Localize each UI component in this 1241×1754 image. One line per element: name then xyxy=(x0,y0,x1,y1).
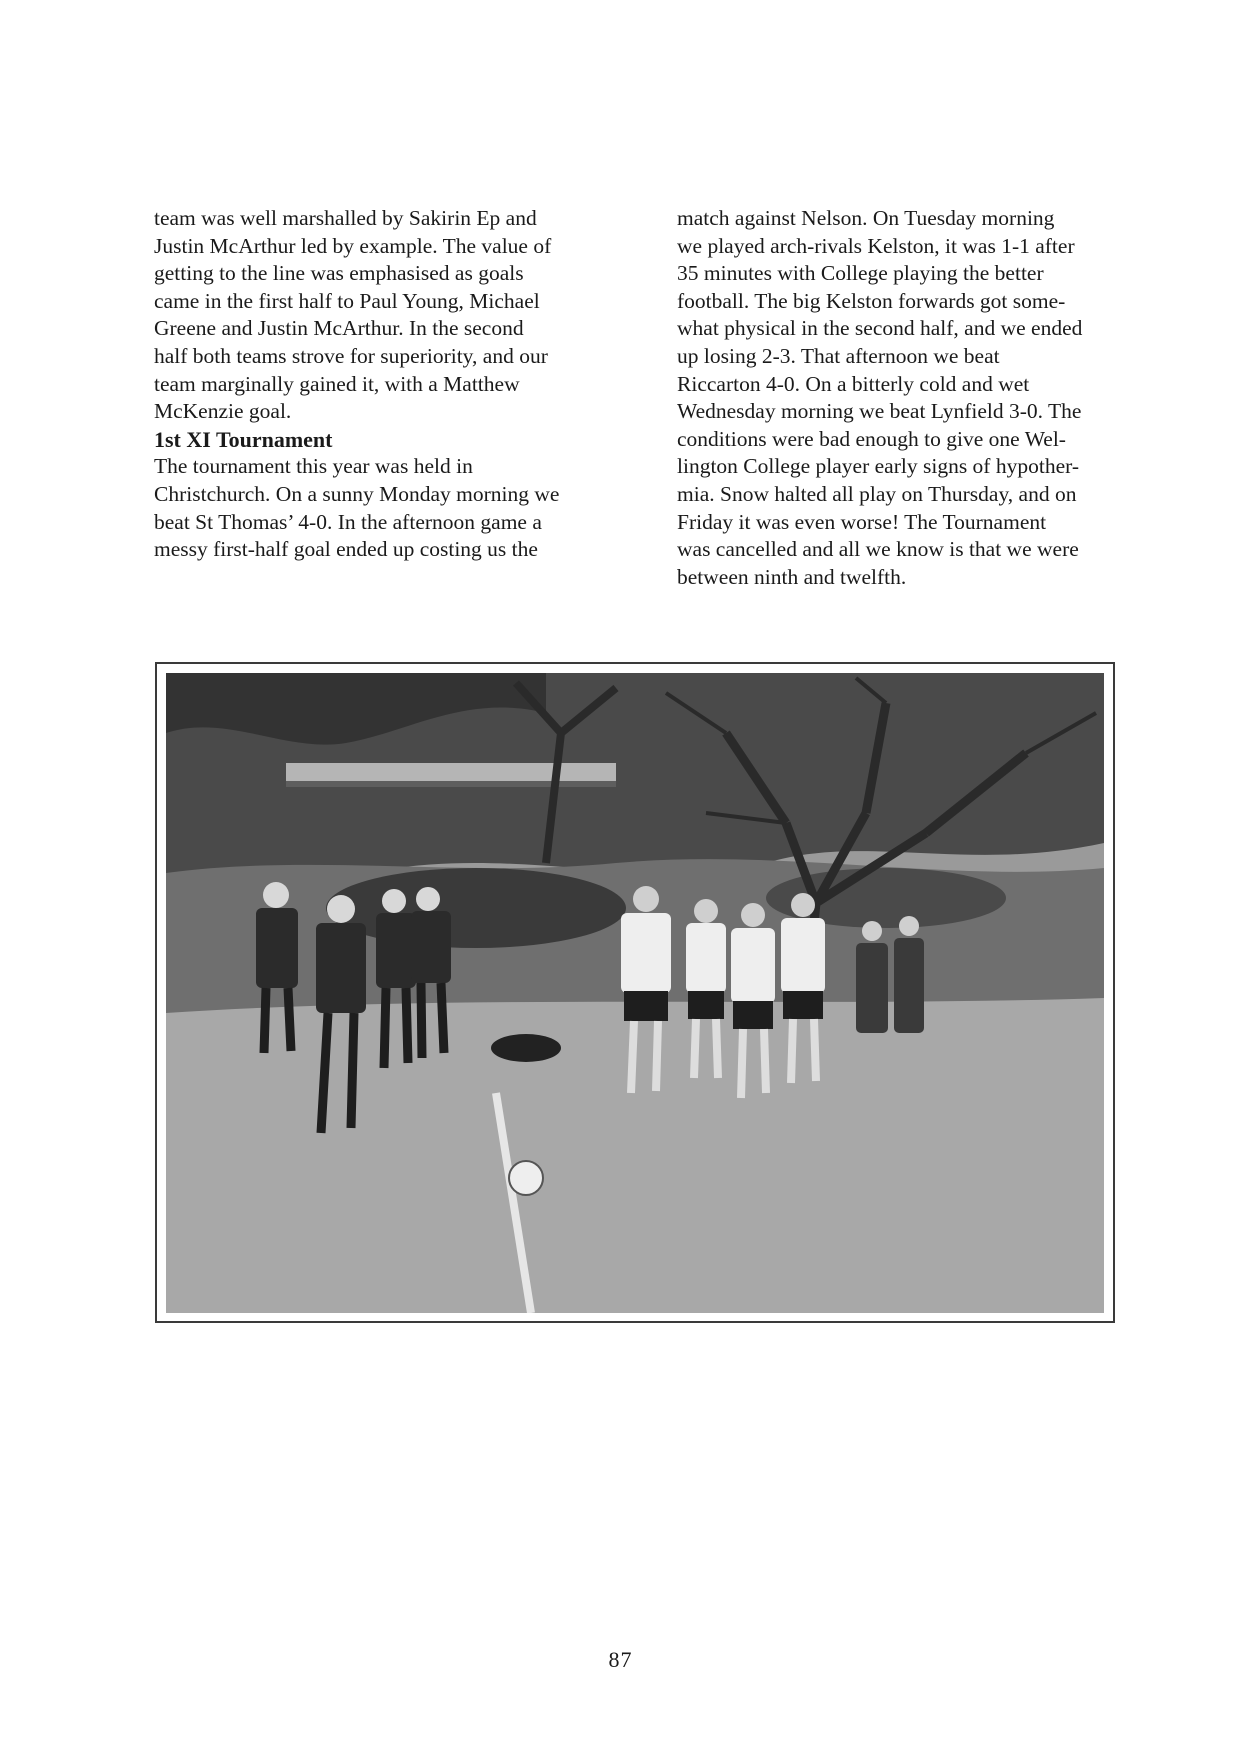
paragraph-line: we played arch-rivals Kelston, it was 1-1 after xyxy=(677,233,1075,258)
paragraph-1-line: half both teams strove for superiority, and our xyxy=(154,343,548,368)
left-text-column xyxy=(154,205,594,564)
paragraph-2-line: beat St Thomas’ 4-0. In the afternoon game a xyxy=(154,509,542,534)
paragraph-line: between ninth and twelfth. xyxy=(677,564,907,589)
paragraph-line: match against Nelson. On Tuesday morning xyxy=(677,206,1055,230)
paragraph-1-line: Justin McArthur led by example. The value of xyxy=(154,233,552,258)
paragraph-1-line: team was well marshalled by Sakirin Ep and xyxy=(154,206,537,230)
soccer-team-photo xyxy=(166,673,1104,1313)
right-text-column xyxy=(677,205,1117,591)
paragraph-line: mia. Snow halted all play on Thursday, and on xyxy=(677,481,1077,506)
paragraph-line: Wednesday morning we beat Lynfield 3-0. The xyxy=(677,399,1082,424)
paragraph-line: was cancelled and all we know is that we were xyxy=(677,537,1079,562)
photo-frame xyxy=(155,662,1115,1323)
paragraph-line: up losing 2-3. That afternoon we beat xyxy=(677,343,1000,368)
paragraph-line: what physical in the second half, and we ended xyxy=(677,316,1083,341)
paragraph-2-line: Christchurch. On a sunny Monday morning we xyxy=(154,481,560,506)
paragraph-line: Friday it was even worse! The Tournament xyxy=(677,509,1047,534)
paragraph-line: 35 minutes with College playing the better xyxy=(677,261,1044,286)
paragraph-1-line: Greene and Justin McArthur. In the second xyxy=(154,316,524,341)
paragraph-line: lington College player early signs of hypother- xyxy=(677,454,1080,479)
paragraph-2-line: messy first-half goal ended up costing us the xyxy=(154,537,538,562)
paragraph-line: Riccarton 4-0. On a bitterly cold and wet xyxy=(677,371,1030,396)
paragraph-1-line: getting to the line was emphasised as goals xyxy=(154,261,524,286)
paragraph-1-line: McKenzie goal. xyxy=(154,399,292,424)
paragraph-2-line: The tournament this year was held in xyxy=(154,454,473,479)
paragraph-line: football. The big Kelston forwards got some- xyxy=(677,288,1066,313)
paragraph-1-line: came in the first half to Paul Young, Michael xyxy=(154,288,540,313)
page-number: 87 xyxy=(608,1647,633,1672)
section-heading: 1st XI Tournament xyxy=(154,426,333,452)
paragraph-line: conditions were bad enough to give one Wel- xyxy=(677,426,1066,451)
paragraph-1-line: team marginally gained it, with a Matthew xyxy=(154,371,520,396)
